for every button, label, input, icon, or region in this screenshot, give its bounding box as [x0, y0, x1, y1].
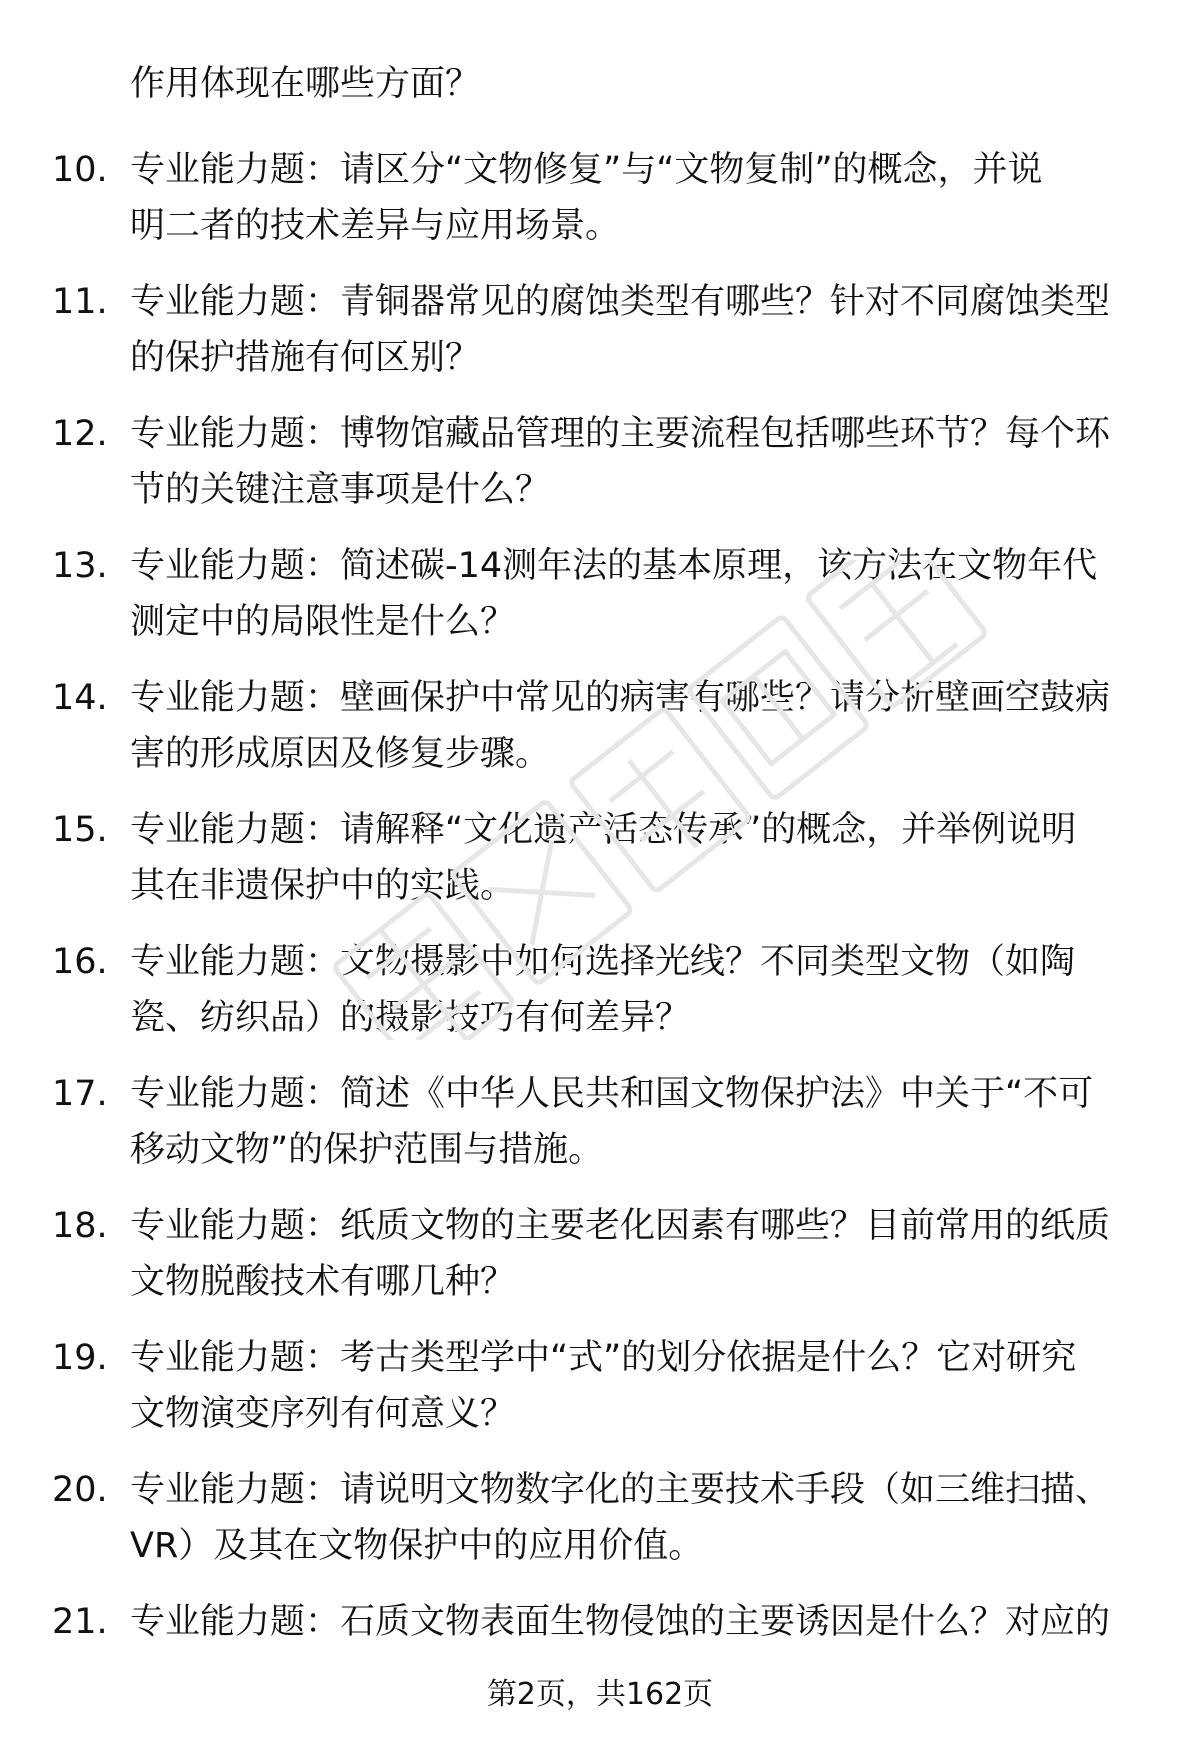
question-text-line: 移动文物”的保护范围与措施。 — [130, 1130, 604, 1170]
question-number: 17. — [52, 1074, 108, 1114]
question-item-17 — [0, 1066, 1200, 1184]
question-text-line: 专业能力题：石质文物表面生物侵蚀的主要诱因是什么？对应的 — [130, 1602, 1111, 1642]
question-number: 20. — [52, 1470, 108, 1510]
question-text-line: 专业能力题：博物馆藏品管理的主要流程包括哪些环节？每个环 — [130, 414, 1111, 454]
question-text-line: 专业能力题：壁画保护中常见的病害有哪些？请分析壁画空鼓病 — [130, 678, 1111, 718]
question-number: 12. — [52, 414, 108, 454]
question-text-line: 专业能力题：文物摄影中如何选择光线？不同类型文物（如陶 — [130, 942, 1076, 982]
question-number: 14. — [52, 678, 108, 718]
question-number: 11. — [52, 282, 108, 322]
question-number: 21. — [52, 1602, 108, 1642]
question-text-line: 专业能力题：青铜器常见的腐蚀类型有哪些？针对不同腐蚀类型 — [130, 282, 1111, 322]
question-text-line: 明二者的技术差异与应用场景。 — [130, 206, 621, 246]
question-number: 10. — [52, 150, 108, 190]
question-text-line: 专业能力题：纸质文物的主要老化因素有哪些？目前常用的纸质 — [130, 1206, 1111, 1246]
question-number: 18. — [52, 1206, 108, 1246]
question-text-line: 其在非遗保护中的实践。 — [130, 866, 516, 906]
question-text-line: 专业能力题：请说明文物数字化的主要技术手段（如三维扫描、 — [130, 1470, 1111, 1510]
question-item-15 — [0, 802, 1200, 920]
question-item-19 — [0, 1330, 1200, 1448]
question-item-20 — [0, 1462, 1200, 1580]
question-text-line: 专业能力题：考古类型学中“式”的划分依据是什么？它对研究 — [130, 1338, 1077, 1378]
page-footer: 第2页，共162页 — [486, 1677, 714, 1712]
question-number: 16. — [52, 942, 108, 982]
question-number: 15. — [52, 810, 108, 850]
question-item-13 — [0, 538, 1200, 656]
question-text-line: 的保护措施有何区别？ — [130, 338, 481, 378]
question-text-line: 测定中的局限性是什么？ — [130, 602, 516, 642]
question-text-line: 节的关键注意事项是什么？ — [130, 470, 551, 510]
question-item-12 — [0, 406, 1200, 524]
question-number: 19. — [52, 1338, 108, 1378]
question-text-line: 害的形成原因及修复步骤。 — [130, 734, 551, 774]
question-item-14 — [0, 670, 1200, 788]
question-text-line: 文物脱酸技术有哪几种？ — [130, 1262, 516, 1302]
question-text-line: 专业能力题：请解释“文化遗产活态传承”的概念，并举例说明 — [130, 810, 1077, 850]
question-item-10 — [0, 142, 1200, 260]
question-item-16 — [0, 934, 1200, 1052]
continuation-text: 作用体现在哪些方面？ — [130, 64, 481, 104]
question-text-line: 专业能力题：请区分“文物修复”与“文物复制”的概念，并说 — [130, 150, 1043, 190]
question-list — [0, 142, 1200, 1726]
question-text-line: 文物演变序列有何意义？ — [130, 1394, 516, 1434]
question-number: 13. — [52, 546, 108, 586]
question-text-line: 专业能力题：简述《中华人民共和国文物保护法》中关于“不可 — [130, 1074, 1094, 1114]
question-item-11 — [0, 274, 1200, 392]
question-text-line: 专业能力题：简述碳-14测年法的基本原理，该方法在文物年代 — [130, 546, 1098, 586]
question-text-line: VR）及其在文物保护中的应用价值。 — [130, 1526, 704, 1566]
question-item-18 — [0, 1198, 1200, 1316]
question-text-line: 瓷、纺织品）的摄影技巧有何差异？ — [130, 998, 691, 1038]
